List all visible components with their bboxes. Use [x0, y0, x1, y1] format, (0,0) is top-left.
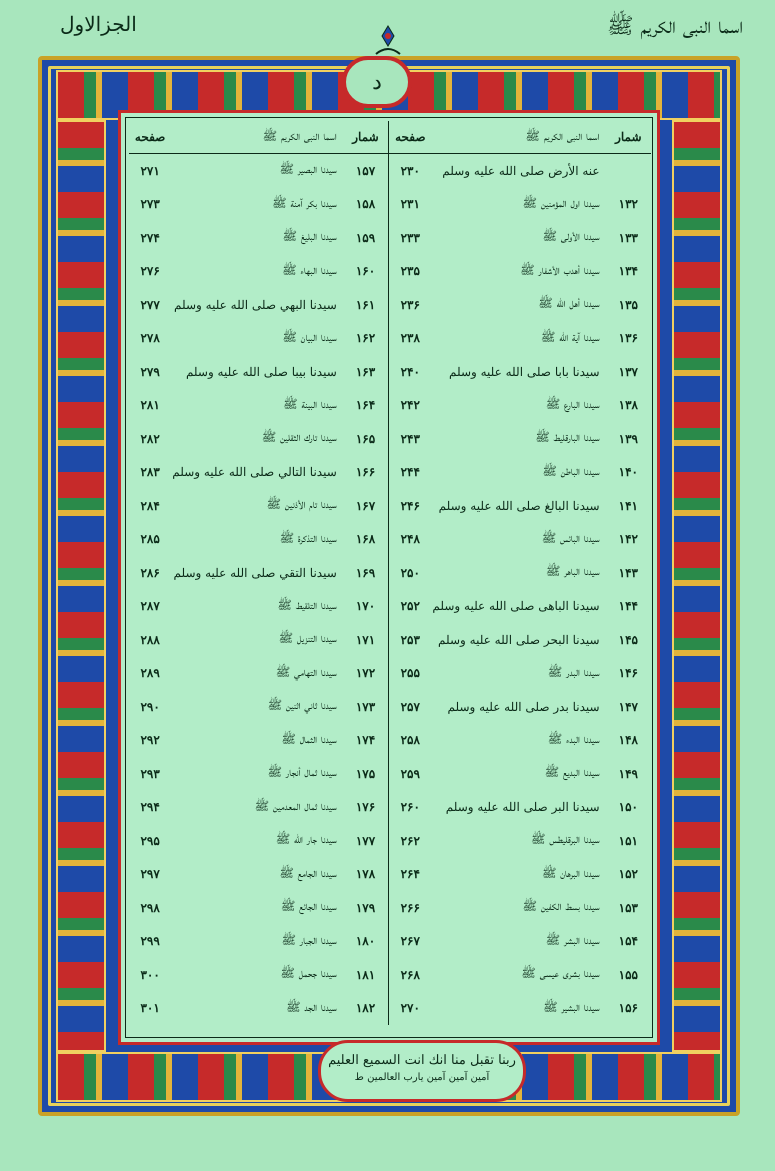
table-row — [129, 355, 651, 389]
entry-number: ۱۶۴ — [355, 398, 376, 413]
entry-page: ۲۹۰ — [140, 699, 160, 714]
entry-page: ۲۷۷ — [140, 297, 160, 312]
entry-number: ۱۴۸ — [618, 733, 638, 748]
entry-number: ۱۷۲ — [355, 666, 376, 681]
entry-number: ۱۴۱ — [618, 498, 638, 513]
table-row — [129, 556, 651, 590]
entry-page: ۲۷۹ — [140, 364, 160, 379]
entry-number: ۱۳۴ — [618, 264, 638, 279]
entry-page: ۲۹۲ — [140, 733, 160, 748]
entry-number: ۱۷۱ — [355, 632, 376, 647]
entry-name: سیدنا البشير ﷺ — [543, 999, 600, 1014]
table-row — [129, 590, 651, 624]
entry-name: سیدنا التالي صلی الله علیه وسلم — [172, 465, 337, 480]
entry-page: ۲۶۷ — [389, 925, 432, 959]
entry-page: ۲۸۴ — [140, 498, 160, 513]
entry-page: ۲۳۱ — [389, 188, 432, 222]
page-header — [0, 0, 775, 58]
entry-name: سیدنا الجائع ﷺ — [280, 899, 337, 914]
entry-name: سیدنا الأولی ﷺ — [542, 229, 600, 244]
entry-number: ۱۴۲ — [618, 532, 638, 547]
entry-name: سیدنا البهي صلی الله علیه وسلم — [174, 297, 337, 312]
entry-page: ۲۴۲ — [389, 389, 432, 423]
entry-name: سیدنا بکر آمنة ﷺ — [272, 195, 337, 210]
table-row — [129, 154, 651, 188]
entry-page: ۲۸۱ — [140, 398, 160, 413]
entry-name: سیدنا الجامع ﷺ — [279, 865, 337, 880]
entry-number: ۱۷۹ — [355, 900, 376, 915]
entry-page: ۲۷۶ — [140, 264, 160, 279]
table-row — [129, 657, 651, 691]
entry-name: سیدنا ثاني اثنين ﷺ — [267, 698, 337, 713]
dua-cartouche — [318, 1040, 526, 1102]
entry-page: ۲۳۵ — [389, 255, 432, 289]
entry-number: ۱۶۶ — [355, 465, 376, 480]
entry-number: ۱۴۳ — [618, 565, 638, 580]
col-number-left: شمار — [343, 121, 389, 154]
entry-name: سیدنا البائس ﷺ — [541, 530, 600, 545]
entry-name: سیدنا البدیع ﷺ — [544, 765, 600, 780]
entry-number: ۱۴۶ — [618, 666, 638, 681]
table-row — [129, 791, 651, 825]
entry-page: ۲۶۶ — [389, 891, 432, 925]
entry-number: ۱۴۰ — [618, 465, 638, 480]
entry-name: سیدنا البيان ﷺ — [282, 329, 337, 344]
entry-number: ۱۷۴ — [355, 733, 376, 748]
entry-page: ۳۰۱ — [140, 1001, 160, 1016]
entry-number: ۱۳۸ — [618, 398, 638, 413]
table-row — [129, 288, 651, 322]
entry-name: عنه الأرض صلی الله علیه وسلم — [442, 163, 600, 178]
entry-name: سیدنا أهل الله ﷺ — [538, 296, 600, 311]
entry-number: ۱۶۵ — [355, 431, 376, 446]
entry-number: ۱۴۹ — [618, 766, 638, 781]
entry-number: ۱۵۰ — [618, 800, 638, 815]
col-name-right: اسما النبی الکریم ﷺ — [431, 121, 605, 154]
entry-page: ۲۹۴ — [140, 800, 160, 815]
page-letter-medallion: د — [342, 56, 412, 108]
entry-number: ۱۳۷ — [618, 364, 638, 379]
index-table-panel — [118, 110, 660, 1045]
entry-page: ۲۵۷ — [389, 690, 432, 724]
entry-number: ۱۵۱ — [618, 833, 638, 848]
entry-name: سیدنا بسط الكفين ﷺ — [522, 899, 600, 914]
entry-name: سیدنا البر صلی الله علیه وسلم — [445, 800, 600, 815]
entry-name: سیدنا البليغ ﷺ — [282, 229, 337, 244]
header-left-title: الجزالاول — [60, 12, 137, 36]
entry-number: ۱۷۰ — [355, 599, 376, 614]
entry-page: ۲۷۸ — [140, 331, 160, 346]
entry-page: ۲۸۲ — [140, 431, 160, 446]
entry-page: ۲۷۰ — [389, 992, 432, 1026]
entry-page: ۲۸۷ — [140, 599, 160, 614]
table-row — [129, 992, 651, 1026]
entry-page: ۲۵۵ — [389, 657, 432, 691]
entry-page: ۲۹۵ — [140, 833, 160, 848]
col-page-right: صفحه — [389, 121, 432, 154]
entry-page: ۲۴۳ — [389, 422, 432, 456]
entry-name: سیدنا التهامي ﷺ — [275, 664, 337, 679]
table-row — [129, 958, 651, 992]
entry-number: ۱۵۴ — [618, 934, 638, 949]
entry-number: ۱۷۵ — [355, 766, 376, 781]
entry-page: ۳۰۰ — [140, 967, 160, 982]
table-row — [129, 188, 651, 222]
entry-number — [606, 154, 651, 188]
entry-number: ۱۵۸ — [355, 197, 376, 212]
entry-page: ۲۸۵ — [140, 532, 160, 547]
entry-name: سیدنا الجد ﷺ — [286, 999, 337, 1014]
entry-number: ۱۷۶ — [355, 800, 376, 815]
table-row — [129, 389, 651, 423]
names-index-table — [129, 121, 651, 1025]
entry-number: ۱۵۲ — [618, 867, 638, 882]
entry-name: سیدنا بشری عیسی ﷺ — [521, 966, 600, 981]
right-ornament-band — [672, 120, 722, 1052]
entry-name: سیدنا التنزيل ﷺ — [278, 631, 337, 646]
entry-name: سیدنا تام الأذنين ﷺ — [266, 497, 337, 512]
col-number-right: شمار — [606, 121, 651, 154]
entry-name: سیدنا البرقليطس ﷺ — [531, 832, 600, 847]
entry-name: سیدنا البرهان ﷺ — [541, 865, 600, 880]
table-header-row — [129, 121, 651, 154]
entry-number: ۱۶۱ — [355, 297, 376, 312]
entry-name: سیدنا جار الله ﷺ — [275, 832, 337, 847]
entry-name: سیدنا البدر ﷺ — [547, 664, 600, 679]
table-row — [129, 858, 651, 892]
entry-page: ۲۶۲ — [389, 824, 432, 858]
entry-number: ۱۶۹ — [355, 565, 376, 580]
entry-number: ۱۶۳ — [355, 364, 376, 379]
entry-name: سیدنا بدر صلی الله علیه وسلم — [447, 699, 600, 714]
entry-name: سیدنا الباطن ﷺ — [542, 463, 600, 478]
entry-page: ۲۹۷ — [140, 867, 160, 882]
entry-page: ۲۷۴ — [140, 230, 160, 245]
entry-number: ۱۴۵ — [618, 632, 638, 647]
entry-number: ۱۵۵ — [618, 967, 638, 982]
entry-page: ۲۶۴ — [389, 858, 432, 892]
entry-name: سیدنا تارك الثقلين ﷺ — [261, 430, 337, 445]
entry-page: ۲۵۳ — [389, 623, 432, 657]
entry-name: سیدنا البالغ صلی الله علیه وسلم — [438, 498, 600, 513]
entry-page: ۲۹۸ — [140, 900, 160, 915]
header-right-title: اسما النبی الکریم ﷺ — [606, 14, 743, 39]
table-row — [129, 221, 651, 255]
entry-name: سیدنا الباهر ﷺ — [545, 564, 600, 579]
entry-number: ۱۶۲ — [355, 331, 376, 346]
table-row — [129, 757, 651, 791]
col-name-left: اسما النبی الکریم ﷺ — [171, 121, 343, 154]
entry-number: ۱۳۵ — [618, 297, 638, 312]
entry-page: ۲۴۶ — [389, 489, 432, 523]
entry-number: ۱۵۳ — [618, 900, 638, 915]
entry-page: ۲۷۳ — [140, 197, 160, 212]
col-page-left: صفحه — [129, 121, 171, 154]
entry-name: سیدنا البهاء ﷺ — [282, 262, 337, 277]
entry-number: ۱۶۰ — [355, 264, 376, 279]
table-row — [129, 422, 651, 456]
table-row — [129, 456, 651, 490]
entry-page: ۲۸۶ — [140, 565, 160, 580]
entry-name: سیدنا البشر ﷺ — [545, 932, 600, 947]
entry-page: ۲۹۹ — [140, 934, 160, 949]
entry-name: سیدنا الباهی صلی الله علیه وسلم — [432, 599, 600, 614]
entry-number: ۱۷۳ — [355, 699, 376, 714]
entry-name: سیدنا ثمال أنجار ﷺ — [267, 765, 337, 780]
entry-page: ۲۵۹ — [389, 757, 432, 791]
entry-name: سیدنا البصير ﷺ — [279, 162, 337, 177]
entry-name: سیدنا التلقيط ﷺ — [277, 597, 337, 612]
entry-number: ۱۵۷ — [355, 163, 376, 178]
entry-page: ۲۸۸ — [140, 632, 160, 647]
entry-page: ۲۳۶ — [389, 288, 432, 322]
entry-number: ۱۴۴ — [618, 599, 638, 614]
dua-line-2: آمين آمين آمين يارب العالمين ط — [354, 1072, 490, 1083]
entry-number: ۱۳۳ — [618, 230, 638, 245]
table-row — [129, 523, 651, 557]
entry-name: سیدنا البارع ﷺ — [545, 396, 600, 411]
entry-page: ۲۴۰ — [389, 355, 432, 389]
entry-name: سیدنا البحر صلی الله علیه وسلم — [438, 632, 600, 647]
entry-number: ۱۴۷ — [618, 699, 638, 714]
entry-page: ۲۵۰ — [389, 556, 432, 590]
entry-name: سیدنا البارقليط ﷺ — [535, 430, 600, 445]
table-row — [129, 322, 651, 356]
entry-page: ۲۸۳ — [140, 465, 160, 480]
entry-number: ۱۷۷ — [355, 833, 376, 848]
entry-page: ۲۸۹ — [140, 666, 160, 681]
entry-page: ۲۵۲ — [389, 590, 432, 624]
left-ornament-band — [56, 120, 106, 1052]
entry-number: ۱۸۰ — [355, 934, 376, 949]
entry-page: ۲۷۱ — [140, 163, 160, 178]
entry-number: ۱۳۲ — [618, 197, 638, 212]
table-row — [129, 255, 651, 289]
table-row — [129, 891, 651, 925]
table-row — [129, 824, 651, 858]
entry-page: ۲۹۳ — [140, 766, 160, 781]
table-row — [129, 925, 651, 959]
entry-name: سیدنا أهدب الأشفار ﷺ — [520, 262, 600, 277]
entry-page: ۲۴۸ — [389, 523, 432, 557]
entry-name: سیدنا التذكرة ﷺ — [279, 530, 337, 545]
finial-ornament-icon — [370, 24, 406, 60]
table-row — [129, 489, 651, 523]
table-row — [129, 623, 651, 657]
entry-number: ۱۵۶ — [618, 1001, 638, 1016]
dua-line-1: ربنا تقبل منا انك انت السميع العليم — [328, 1053, 516, 1068]
entry-name: سیدنا التقي صلی الله علیه وسلم — [173, 565, 337, 580]
entry-page: ۲۳۰ — [389, 154, 432, 188]
entry-name: سیدنا آیة الله ﷺ — [540, 329, 600, 344]
entry-name: سیدنا الثمال ﷺ — [281, 731, 337, 746]
entry-page: ۲۴۴ — [389, 456, 432, 490]
entry-number: ۱۶۸ — [355, 532, 376, 547]
entry-number: ۱۵۹ — [355, 230, 376, 245]
entry-page: ۲۳۳ — [389, 221, 432, 255]
entry-name: سیدنا جحمل ﷺ — [280, 966, 337, 981]
table-row — [129, 690, 651, 724]
entry-name: سیدنا اول المؤمنین ﷺ — [522, 195, 600, 210]
entry-name: سیدنا البينة ﷺ — [283, 396, 337, 411]
entry-name: سیدنا بیبا صلی الله علیه وسلم — [185, 364, 337, 379]
entry-name: سیدنا بابا صلی الله علیه وسلم — [449, 364, 600, 379]
entry-name: سیدنا البدء ﷺ — [547, 731, 600, 746]
entry-number: ۱۶۷ — [355, 498, 376, 513]
entry-number: ۱۳۶ — [618, 331, 638, 346]
entry-number: ۱۳۹ — [618, 431, 638, 446]
entry-name: سیدنا ثمال المعدمين ﷺ — [254, 798, 337, 813]
entry-number: ۱۷۸ — [355, 867, 376, 882]
entry-number: ۱۸۱ — [355, 967, 376, 982]
entry-page: ۲۶۰ — [389, 791, 432, 825]
entry-name: سیدنا الجبار ﷺ — [281, 932, 337, 947]
entry-page: ۲۶۸ — [389, 958, 432, 992]
entry-number: ۱۸۲ — [355, 1001, 376, 1016]
entry-page: ۲۵۸ — [389, 724, 432, 758]
table-row — [129, 724, 651, 758]
entry-page: ۲۳۸ — [389, 322, 432, 356]
